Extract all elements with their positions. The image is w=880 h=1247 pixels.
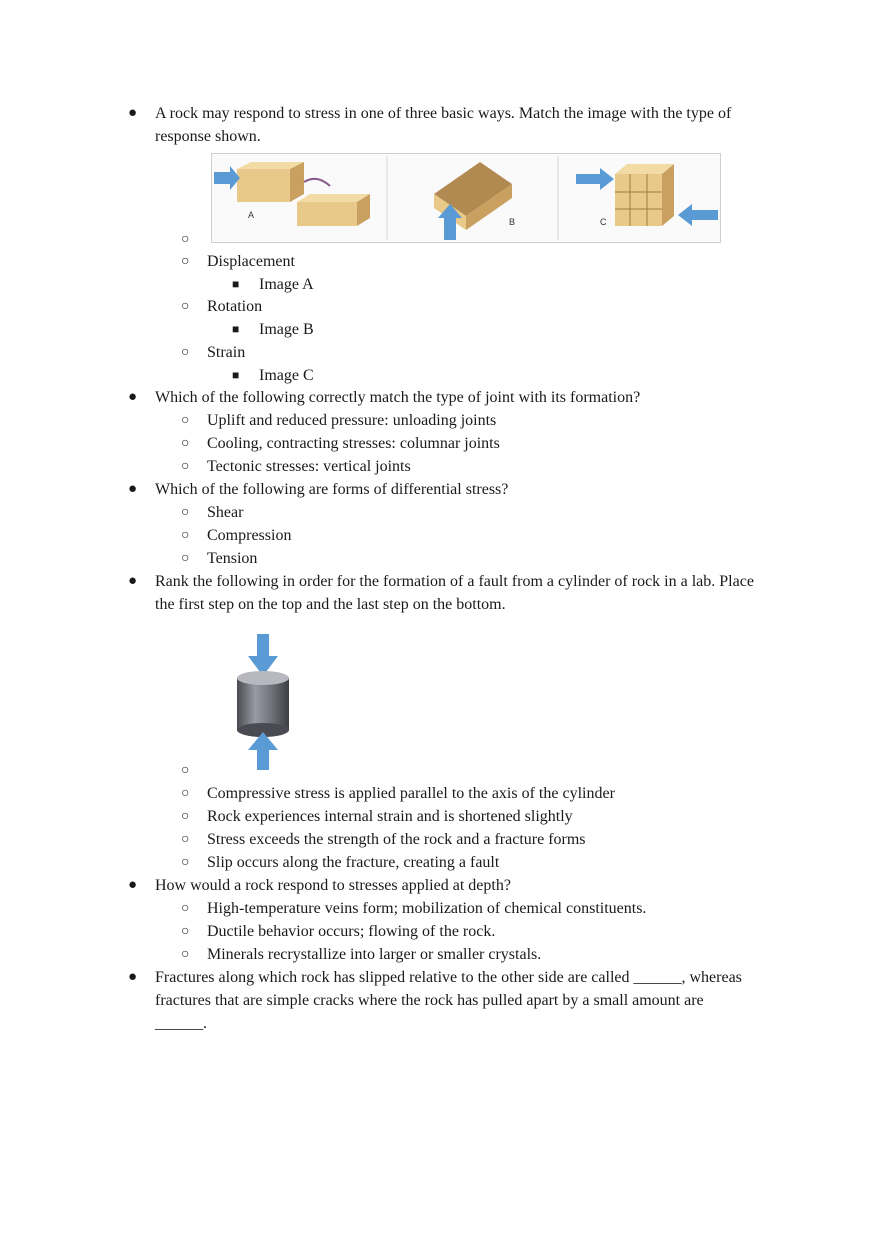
bullet: ○ — [181, 901, 190, 916]
option-text: Uplift and reduced pressure: unloading joints — [207, 412, 497, 429]
bullet: ■ — [232, 277, 240, 291]
question-4-prompt: Rank the following in order for the formation of a fault from a cylinder of rock in a lab. Place the first step on the top and the last step on the bottom. — [155, 573, 754, 613]
match-answer-text: Image A — [259, 276, 314, 293]
bullet: ○ — [181, 299, 190, 314]
answer-option — [181, 409, 497, 432]
match-item-label: Displacement — [207, 253, 295, 270]
option-text: Ductile behavior occurs; flowing of the rock. — [207, 923, 496, 940]
bullet: ○ — [181, 924, 190, 939]
question-1-prompt: A rock may respond to stress in one of three basic ways. Match the image with the type of response shown. — [155, 105, 732, 145]
bullet: ○ — [181, 528, 190, 543]
question-2 — [128, 386, 775, 409]
bullet: ■ — [232, 322, 240, 336]
option-text: High-temperature veins form; mobilization of chemical constituents. — [207, 900, 647, 917]
arrow-down-icon — [248, 634, 278, 676]
bullet: ● — [128, 573, 138, 589]
match-item-answer — [232, 364, 314, 387]
step-text: Compressive stress is applied parallel to the axis of the cylinder — [207, 785, 615, 802]
arrow-up-icon — [248, 732, 278, 770]
match-item-2 — [181, 295, 263, 318]
option-text: Minerals recrystallize into larger or smaller crystals. — [207, 946, 542, 963]
bullet: ○ — [181, 551, 190, 566]
answer-option — [181, 943, 542, 966]
bullet: ○ — [181, 832, 190, 847]
question-4 — [128, 570, 775, 616]
bullet: ○ — [181, 855, 190, 870]
match-item-answer — [232, 318, 314, 341]
match-answer-text: Image C — [259, 367, 314, 384]
bullet: ○ — [181, 459, 190, 474]
bullet: ● — [128, 105, 138, 121]
question-2-prompt: Which of the following correctly match the type of joint with its formation? — [155, 389, 641, 406]
question-1 — [128, 102, 775, 148]
bullet: ● — [128, 969, 138, 985]
question-3 — [128, 478, 775, 501]
question-5 — [128, 874, 775, 897]
bullet: ● — [128, 389, 138, 405]
option-text: Compression — [207, 527, 292, 544]
answer-option — [181, 547, 258, 570]
bullet: ○ — [181, 809, 190, 824]
step-text: Rock experiences internal strain and is shortened slightly — [207, 808, 573, 825]
bullet: ● — [128, 481, 138, 497]
bullet: ○ — [181, 254, 190, 269]
question-6-prompt: Fractures along which rock has slipped relative to the other side are called ______, whereas fractures that are simple cracks where the rock has pulled apart by a small amount are ______. — [155, 969, 742, 1032]
rank-step — [181, 782, 615, 805]
answer-option — [181, 524, 292, 547]
figure-panel-b — [434, 162, 515, 240]
figure-panel-a — [214, 162, 370, 226]
question-5-prompt: How would a rock respond to stresses applied at depth? — [155, 877, 511, 894]
rank-step — [181, 828, 586, 851]
figure-label-c: C — [600, 217, 607, 227]
match-item-1 — [181, 250, 295, 273]
option-text: Tension — [207, 550, 258, 567]
match-item-label: Rotation — [207, 298, 263, 315]
rock-cylinder-figure — [228, 632, 298, 772]
answer-option — [181, 455, 411, 478]
match-item-answer — [232, 273, 314, 296]
question-3-prompt: Which of the following are forms of differential stress? — [155, 481, 509, 498]
bullet: ○ — [181, 413, 190, 428]
rank-step — [181, 851, 500, 874]
bullet: ○ — [181, 232, 190, 247]
figure-label-b: B — [509, 217, 516, 227]
match-answer-text: Image B — [259, 321, 314, 338]
bullet: ○ — [181, 786, 190, 801]
answer-option — [181, 897, 647, 920]
bullet: ○ — [181, 763, 190, 778]
step-text: Stress exceeds the strength of the rock and a fracture forms — [207, 831, 586, 848]
bullet: ○ — [181, 505, 190, 520]
question-6 — [128, 966, 755, 1035]
bullet: ○ — [181, 436, 190, 451]
rank-step — [181, 805, 573, 828]
figure-label-a: A — [248, 210, 255, 220]
bullet: ● — [128, 877, 138, 893]
option-text: Shear — [207, 504, 244, 521]
stress-response-figure — [211, 153, 721, 243]
option-text: Tectonic stresses: vertical joints — [207, 458, 411, 475]
bullet: ○ — [181, 345, 190, 360]
bullet: ○ — [181, 947, 190, 962]
bullet: ■ — [232, 368, 240, 382]
option-text: Cooling, contracting stresses: columnar joints — [207, 435, 500, 452]
answer-option — [181, 432, 500, 455]
answer-option — [181, 501, 244, 524]
figure-panel-c — [576, 164, 718, 227]
match-item-3 — [181, 341, 246, 364]
step-text: Slip occurs along the fracture, creating a fault — [207, 854, 500, 871]
match-item-label: Strain — [207, 344, 246, 361]
answer-option — [181, 920, 496, 943]
